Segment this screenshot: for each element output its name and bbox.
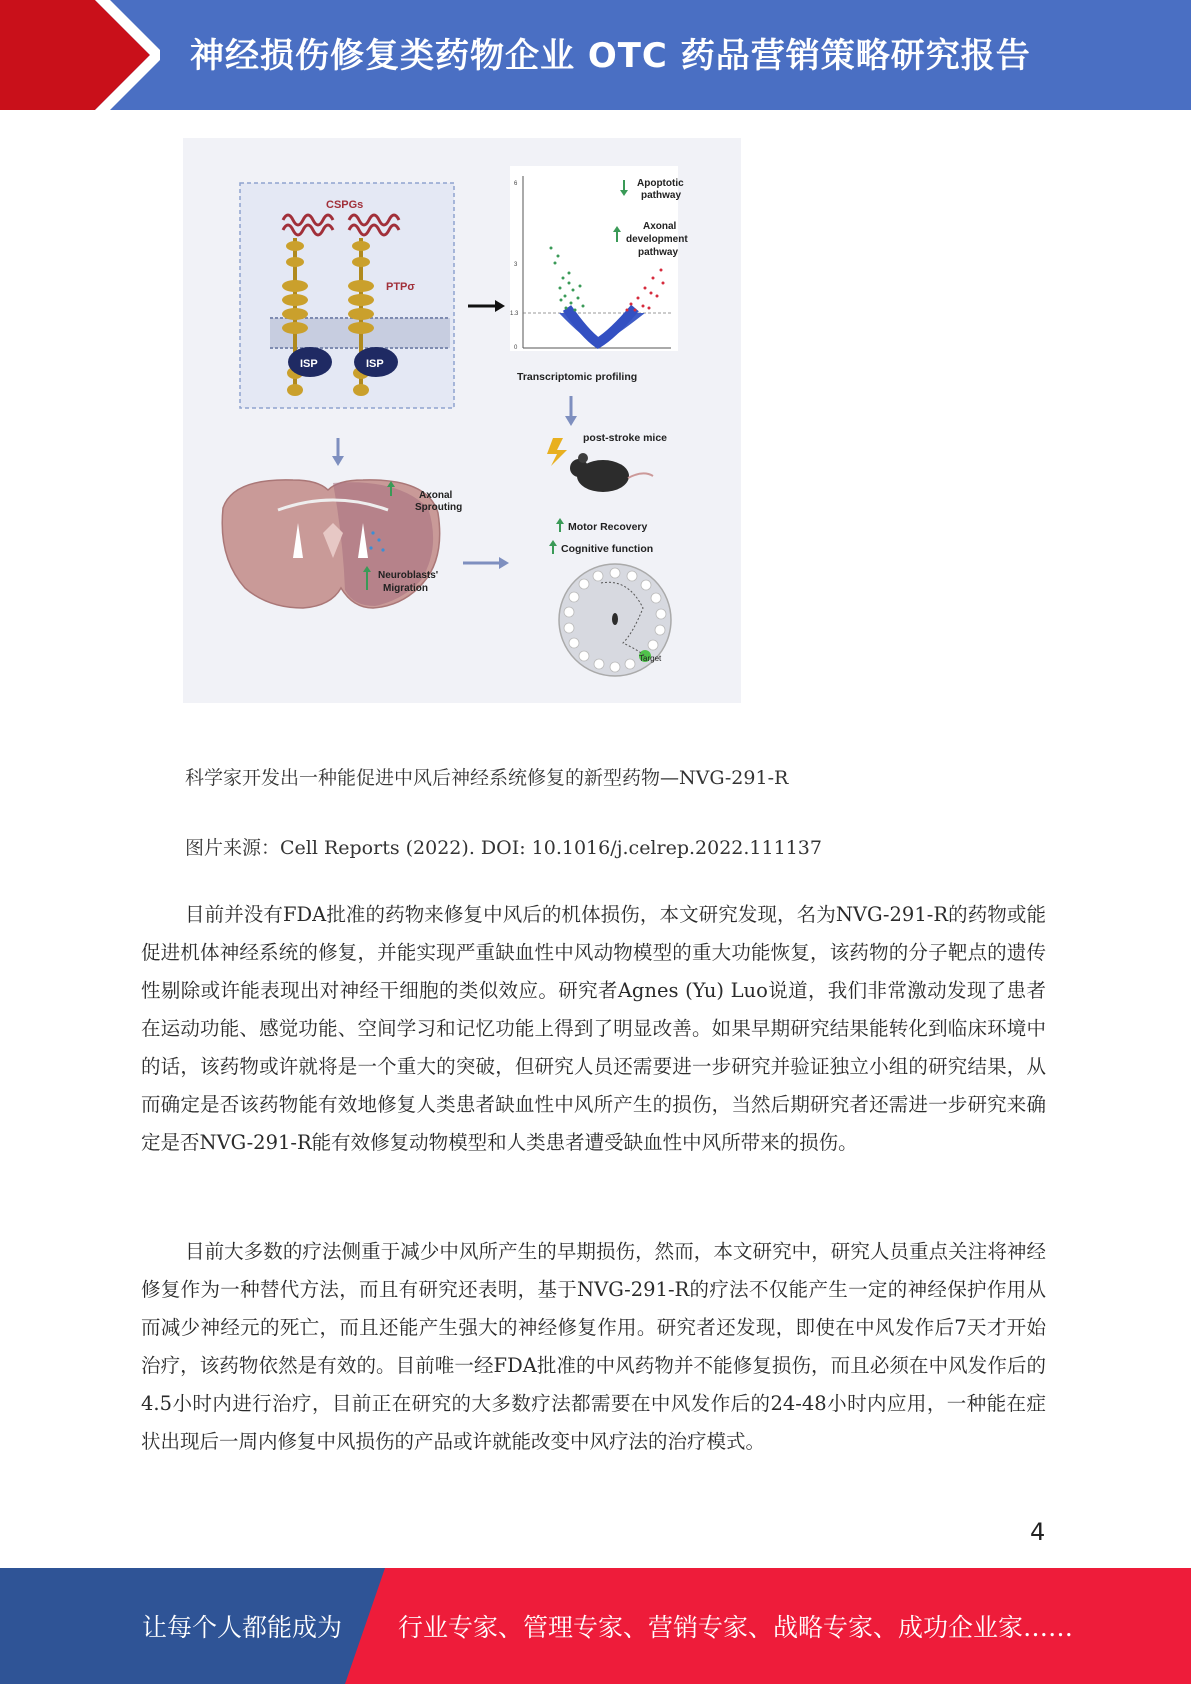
neuroblasts-label: Neuroblasts' Migration: [378, 570, 439, 594]
report-title: 神经损伤修复类药物企业 OTC 药品营销策略研究报告: [190, 36, 1031, 76]
apoptotic-label: Apoptotic pathway: [637, 178, 684, 201]
ptp-label: PTPσ: [386, 281, 415, 293]
post-stroke-label: post-stroke mice: [583, 432, 668, 444]
y-tick-6: 6: [514, 181, 518, 187]
target-label: Target: [639, 654, 662, 663]
y-tick-0: 0: [514, 345, 518, 351]
cspgs-label: CSPGs: [326, 199, 364, 211]
transcriptomic-label: Transcriptomic profiling: [517, 371, 638, 383]
research-figure: [183, 138, 741, 703]
y-tick-13: 1.3: [510, 311, 519, 317]
cognitive-label: Cognitive function: [561, 543, 654, 555]
footer-slogan-right: 行业专家、管理专家、营销专家、战略专家、成功企业家……: [398, 1613, 1074, 1642]
axonal-sprouting-label: Axonal Sprouting: [415, 490, 463, 513]
figure-caption-source: 图片来源：Cell Reports (2022). DOI: 10.1016/j.celrep.2022.111137: [185, 837, 822, 859]
page-number: 4: [1030, 1518, 1046, 1546]
footer-slogan-left: 让每个人都能成为: [142, 1613, 343, 1642]
y-tick-3: 3: [514, 262, 518, 268]
isp-right-label: ISP: [366, 358, 384, 370]
figure-caption-title: 科学家开发出一种能促进中风后神经系统修复的新型药物—NVG-291-R: [185, 767, 789, 789]
motor-recovery-label: Motor Recovery: [568, 521, 648, 533]
body-paragraph-1: 目前并没有FDA批准的药物来修复中风后的机体损伤，本文研究发现，名为NVG-291-R的药物或能促进机体神经系统的修复，并能实现严重缺血性中风动物模型的重大功能恢复，该药物的分子靶点的遗传性剔除或许能表现出对神经干细胞的类似效应。研究者Agnes (Yu) Luo说道，我们非常激动发现了患者在运动功能、感觉功能、空间学习和记忆功能上得到了明显改善。如果早期研究结果能转化到临床环境中的话，该药物或许就将是一个重大的突破，但研究人员还需要进一步研究并验证独立小组的研究结果，从而确定是否该药物能有效地修复人类患者缺血性中风所产生的损伤，当然后期研究者还需进一步研究来确定是否NVG-291-R能有效修复动物模型和人类患者遭受缺血性中风所带来的损伤。: [141, 903, 1046, 1154]
body-paragraph-2: 目前大多数的疗法侧重于减少中风所产生的早期损伤，然而，本文研究中，研究人员重点关注将神经修复作为一种替代方法，而且有研究还表明，基于NVG-291-R的疗法不仅能产生一定的神经保护作用从而减少神经元的死亡，而且还能产生强大的神经修复作用。研究者还发现，即使在中风发作后7天才开始治疗，该药物依然是有效的。目前唯一经FDA批准的中风药物并不能修复损伤，而且必须在中风发作后的4.5小时内进行治疗，目前正在研究的大多数疗法都需要在中风发作后的24-48小时内应用，一种能在症状出现后一周内修复中风损伤的产品或许就能改变中风疗法的治疗模式。: [141, 1240, 1046, 1453]
axonal-development-label: Axonal development pathway: [626, 221, 688, 258]
page-footer: [0, 1568, 1191, 1684]
chevron-decoration: [0, 0, 160, 110]
page-header: [0, 0, 1191, 110]
isp-left-label: ISP: [300, 358, 318, 370]
